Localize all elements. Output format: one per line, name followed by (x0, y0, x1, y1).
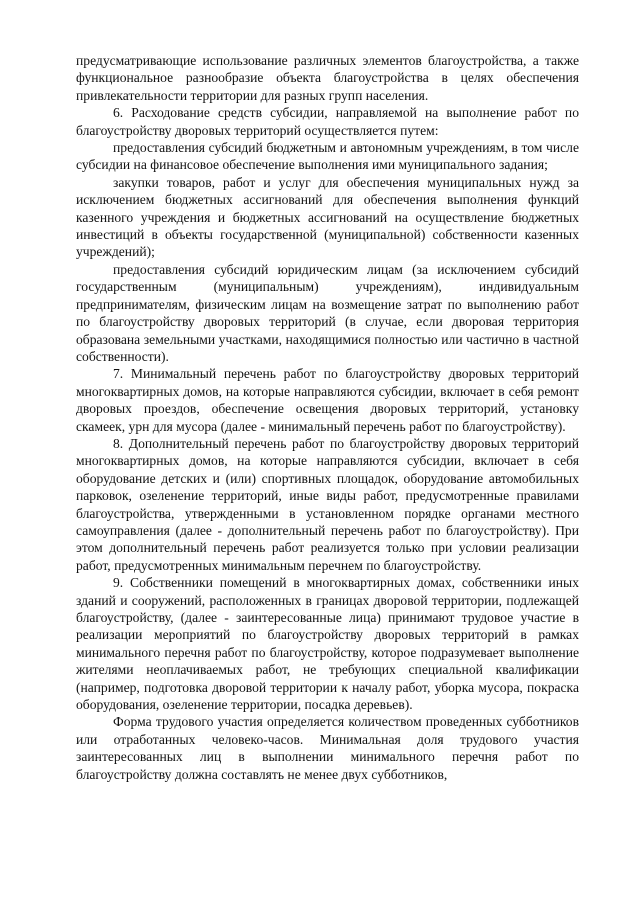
paragraph-labor-participation: Форма трудового участия определяется количеством проведенных субботников или отработанных человеко-часов. Минимальная доля трудового участия заинтересованных лиц в выполнении минимального перечня работ по благоустройству должна составлять не менее двух субботников, (76, 714, 579, 782)
paragraph-item-9: 9. Собственники помещений в многоквартирных домах, собственники иных зданий и сооружений, расположенных в границах дворовой территории, подлежащей благоустройству, (далее - заинтересованные лица) принимают трудовое участие в реализации мероприятий по благоустройству дворовых территорий в рамках минимального перечня работ по благоустройству, которое подразумевает выполнение жителями неоплачиваемых работ, не требующих специальной квалификации (например, подготовка дворовой территории к началу работ, уборка мусора, покраска оборудования, озеленение территории, посадка деревьев). (76, 575, 579, 713)
document-page (76, 52, 579, 783)
paragraph-item-8: 8. Дополнительный перечень работ по благоустройству дворовых территорий многоквартирных домов, на которые направляются субсидии, включает в себя оборудование детских и (или) спортивных площадок, оборудование автомобильных парковок, озеленение территорий, иные виды работ, предусмотренные правилами благоустройства, утвержденными в установленном порядке органами местного самоуправления (далее - дополнительный перечень работ по благоустройству). При этом дополнительный перечень работ реализуется только при условии реализации работ, предусмотренных минимальным перечнем по благоустройству. (76, 435, 579, 573)
paragraph-procurement: закупки товаров, работ и услуг для обеспечения муниципальных нужд за исключением бюджетных ассигнований для обеспечения выполнения функций казенного учреждения и бюджетных ассигнований на осуществление бюджетных инвестиций в объекты государственной (муниципальной) собственности казенных учреждений); (76, 174, 579, 260)
paragraph-intro-continuation: предусматривающие использование различных элементов благоустройства, а также функциональное разнообразие объекта благоустройства в целях обеспечения привлекательности территории для разных групп населения. (76, 53, 579, 103)
paragraph-item-7: 7. Минимальный перечень работ по благоустройству дворовых территорий многоквартирных домов, на которые направляются субсидии, включает в себя ремонт дворовых проездов, обеспечение освещения дворовых территорий, установку скамеек, урн для мусора (далее - минимальный перечень работ по благоустройству). (76, 366, 579, 434)
paragraph-subsidies-legal-entities: предоставления субсидий юридическим лицам (за исключением субсидий государственным (муниципальным) учреждениям), индивидуальным предпринимателям, физическим лицам на возмещение затрат по выполнению работ по благоустройству дворовых территорий (в случае, если дворовая территория образована земельными участками, находящимися полностью или частично в частной собственности). (76, 261, 579, 364)
paragraph-subsidies-institutions: предоставления субсидий бюджетным и автономным учреждениям, в том числе субсидии на финансовое обеспечение выполнения ими муниципального задания; (76, 140, 579, 173)
paragraph-item-6: 6. Расходование средств субсидии, направляемой на выполнение работ по благоустройству дворовых территорий осуществляется путем: (76, 105, 579, 138)
